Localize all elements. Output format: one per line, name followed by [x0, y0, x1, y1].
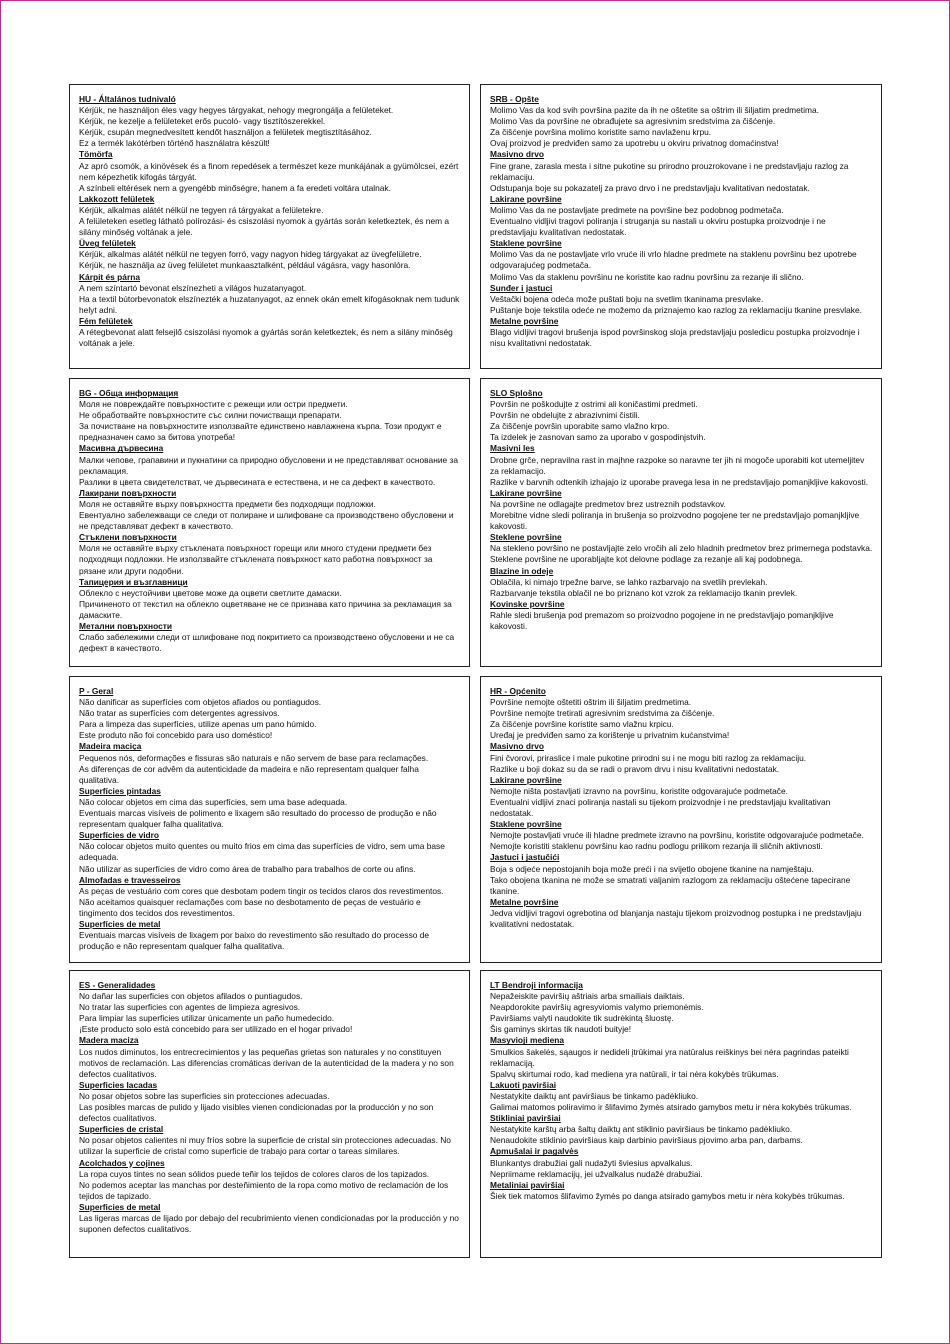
care-text: Jedva vidljivi tragovi ogrebotina od blanjanja nastaju tijekom proizvodnog postupka i ne predstavljaju kvalitativni nedostatak. — [490, 907, 862, 929]
care-text: A rétegbevonat alatt felsejlő csiszolási nyomok a gyártás során keletkeztek, és nem a silány minőség voltának a jele. — [79, 326, 453, 349]
panel-heading: SLO Splošno — [490, 388, 543, 398]
care-text: As peças de vestuário com cores que desbotam podem tingir os tecidos claros dos revestimentos. — [79, 885, 444, 896]
care-text: Galimai matomos poliravimo ir šlifavimo žymės atsirado gamybos metu ir nėra kokybės trūkumas. — [490, 1102, 852, 1113]
section-heading: Sunđer i jastuci — [490, 282, 553, 293]
care-text: Не обработвайте повърхностите със силни почистващи препарати. — [79, 410, 342, 421]
section-heading: Lakuoti paviršiai — [490, 1079, 557, 1090]
care-text: Não aceitamos quaisquer reclamações com base no desbotamento de peças de vestuário e tingimento dos tecidos dos revestimentos. — [79, 896, 421, 918]
care-text: Površine nemojte tretirati agresivnim sredstvima za čišćenje. — [490, 708, 715, 719]
care-text: Nemojte postavljati vruće ili hladne predmete izravno na površinu, koristite odgovarajuće podmetače. — [490, 830, 864, 841]
care-text: Razlike v barvnih odtenkih izhajajo iz uporabe pravega lesa in ne predstavljajo pomanjkljive kakovosti. — [490, 476, 869, 487]
care-text: ¡Este producto solo está concebido para ser utilizado en el hogar privado! — [79, 1024, 353, 1035]
care-text: Uređaj je predviđen samo za korištenje u privatnim kućanstvima! — [490, 730, 730, 741]
care-text: A nem színtartó bevonat elszínezheti a világos huzatanyagot. — [79, 282, 307, 293]
care-text: Steklene površine ne uporabljajte kot delovne podlage za rezanje ali kaj podobnega. — [490, 554, 803, 565]
care-text: Blago vidljivi tragovi brušenja ispod površinskog sloja predstavljaju posledicu postupka proizvodnje i nisu kvalitativni nedostatak. — [490, 326, 860, 349]
section-heading: Тапицерия и възглавници — [79, 576, 188, 587]
care-text: Molimo Vas da staklenu površinu ne koristite kao radnu površinu za rezanje ili slično. — [490, 271, 804, 282]
care-text: Nemojte koristiti staklenu površinu kao radnu podlogu prilikom rezanja ili sličnih aktivnosti. — [490, 841, 823, 852]
care-text: Na stekleno površino ne postavljajte zelo vročih ali zelo hladnih predmetov brez primernega podstavka. — [490, 543, 873, 554]
care-text: Моля не оставяйте върху стъклената повърхност горещи или много студени предмети без подходящи подложки. Не използвайте стъклената повърхност като работна повърхност за рязане или други подобни. — [79, 543, 433, 576]
section-heading: Metalne površine — [490, 315, 559, 326]
care-text: Облекло с неустойчиви цветове може да оцвети светлите дамаски. — [79, 587, 342, 598]
care-text: Nestatykite karštų arba šaltų daiktų ant stiklinio paviršiaus be tinkamo padėkliuko. — [490, 1124, 793, 1135]
care-text: Евентуално забележващи се следи от полиране и шлифоване са производствено обусловени и не представляват дефект в качеството. — [79, 510, 454, 532]
care-text: Моля не оставяйте върху повърхността предмети без подходящи подложки. — [79, 498, 376, 509]
care-text: Kérjük, alkalmas alátét nélkül ne tegyen forró, vagy nagyon hideg tárgyakat az üvegfelületre. — [79, 249, 422, 260]
panel-heading: SRB - Opšte — [490, 94, 539, 104]
section-heading: Superfícies de metal — [79, 918, 161, 929]
care-text: Pequenos nós, deformações e fissuras são naturais e não servem de base para reclamações. — [79, 752, 429, 763]
care-text: No posar objetos calientes ni muy fríos sobre la superficie de cristal sin protecciones adecuadas. No utilizar la superficie de cristal como superficie de trabajo para cortar o tareas similares. — [79, 1135, 451, 1157]
care-text: Smulkios šakelės, sąaugos ir nedideli įtrūkimai yra natūralus reiškinys bei nėra pagrindas pateikti reklamaciją. — [490, 1046, 849, 1068]
section-heading: Staklene površine — [490, 819, 562, 830]
care-text: Ez a termék lakótérben történő használatra készült! — [79, 138, 270, 149]
care-text: Nepažeiskite paviršių aštriais arba smailiais daiktais. — [490, 991, 685, 1002]
care-text: Não utilizar as superfícies de vidro como área de trabalho para trabalhos de corte ou afins. — [79, 863, 416, 874]
care-panel-bulgarian — [69, 378, 470, 667]
care-text: Ovaj proizvod je predviđen samo za upotrebu u okviru privatnog domaćinstva! — [490, 138, 779, 149]
section-heading: Blazine in odeje — [490, 565, 554, 576]
care-text: Tako obojena tkanina ne može se smatrati valjanim razlogom za reklamaciju oštećene tapecirane tkanine. — [490, 874, 851, 896]
care-text: Para a limpeza das superfícies, utilize apenas um pano húmido. — [79, 719, 317, 730]
care-text: Za čišćenje površine koristite samo vlažnu krpicu. — [490, 719, 674, 730]
care-text: Molimo Vas da površine ne obrađujete sa agresivnim sredstvima za čišćenje. — [490, 116, 776, 127]
care-text: Neapdorokite paviršių agresyviomis valymo priemonėmis. — [490, 1002, 704, 1013]
section-heading: Masivno drvo — [490, 149, 544, 160]
panel-heading: HR - Općenito — [490, 686, 546, 696]
care-text: Molimo Vas da ne postavljate predmete na površine bez podobnog podmetača. — [490, 204, 784, 215]
care-text: Fine grane, zarasla mesta i sitne pukotine su prirodno prouzrokovane i ne predstavljaju razlog za reklamaciju. — [490, 160, 849, 182]
section-heading: Lakkozott felületek — [79, 193, 155, 204]
care-text: Boja s odjeće nepostojanih boja može preći i na svijetlo obojene tkanine na namještaju. — [490, 863, 814, 874]
care-text: Fini čvorovi, priraslice i male pukotine prirodni su i ne mogu biti razlog za reklamaciju. — [490, 752, 807, 763]
care-text: Kérjük, alkalmas alátét nélkül ne tegyen rá tárgyakat a felületekre. — [79, 204, 324, 215]
panel-heading: BG - Обща информация — [79, 388, 179, 398]
care-text: Kérjük, ne kezelje a felületeket erős pucoló- vagy tisztítószerekkel. — [79, 116, 326, 127]
care-text: Este produto não foi concebido para uso doméstico! — [79, 730, 273, 741]
care-panel-lithuanian — [480, 970, 882, 1258]
care-text: Eventualno vidljivi tragovi poliranja i struganja su nastali u okviru postupka proizvodnje i ne predstavljaju kvalitativan nedostatak. — [490, 216, 826, 238]
care-text: Nestatykite daiktų ant paviršiaus be tinkamo padėkliuko. — [490, 1090, 699, 1101]
section-heading: Acolchados y cojines — [79, 1157, 165, 1168]
care-text: Razbarvanje tekstila oblačil ne bo priznano kot vzrok za reklamacijo tkanin prevlek. — [490, 587, 798, 598]
section-heading: Lakirane površine — [490, 487, 562, 498]
care-text: Los nudos diminutos, los entrecrecimientos y las pequeñas grietas son naturales y no constituyen motivos de reclamación. Las diferencias cromáticas derivan de la autenticidad de la madera y no son defectos cualitativos. — [79, 1046, 454, 1079]
care-text: Površin ne poškodujte z ostrimi ali koničastimi predmeti. — [490, 399, 698, 410]
panel-heading: P - Geral — [79, 686, 114, 696]
care-panel-croatian — [480, 676, 882, 963]
section-heading: Метални повърхности — [79, 620, 172, 631]
panel-heading: HU - Általános tudnivaló — [79, 94, 176, 104]
care-text: Puštanje boje tekstila odeće ne možemo da priznajemo kao razlog za reklamaciju tkanine presvlake. — [490, 304, 862, 315]
section-heading: Tömörfa — [79, 149, 113, 160]
care-text: Šiek tiek matomos šlifavimo žymės po danga atsirado gamybos metu ir nėra kokybės trūkumas. — [490, 1190, 845, 1201]
care-text: Na površine ne odlagajte predmetov brez ustreznih podstavkov. — [490, 498, 726, 509]
care-text: Para limpiar las superficies utilizar únicamente un paño humedecido. — [79, 1013, 335, 1024]
section-heading: Superficies lacadas — [79, 1079, 158, 1090]
care-text: Veštački bojena odeća može puštati boju na svetlim tkaninama presvlake. — [490, 293, 764, 304]
care-text: Não tratar as superfícies com detergentes agressivos. — [79, 708, 280, 719]
care-text: Za čiščenje površin uporabite samo vlažno krpo. — [490, 421, 670, 432]
section-heading: Лакирани повърхности — [79, 487, 177, 498]
care-text: A színbeli eltérések nem a gyengébb minőségre, hanem a fa eredeti voltára utalnak. — [79, 182, 391, 193]
care-text: Blunkantys drabužiai gali nudažyti šviesius apvalkalus. — [490, 1157, 693, 1168]
care-text: Причиненото от текстил на облекло оцветяване не се признава като причина за рекламация за дамаските. — [79, 598, 452, 620]
care-text: Малки чепове, грапавини и пукнатини са природно обусловени и не представляват основание за рекламация. — [79, 454, 458, 476]
care-text: Não colocar objetos em cima das superfícies, sem uma base adequada. — [79, 796, 348, 807]
section-heading: Madera maciza — [79, 1035, 139, 1046]
care-text: As diferenças de cor advêm da autenticidade da madeira e não representam qualquer falha qualitativa. — [79, 763, 419, 785]
care-text: No podemos aceptar las manchas por desteñimiento de la ropa como motivo de reclamación de los tejidos de tapizado. — [79, 1179, 449, 1201]
care-text: Eventuais marcas visíveis de lixagem por baixo do revestimento são resultado do processo de produção e não representam qualquer falha qualitativa. — [79, 930, 430, 952]
section-heading: Metalne površine — [490, 896, 559, 907]
section-heading: Staklene površine — [490, 238, 562, 249]
care-panel-slovenian — [480, 378, 882, 667]
care-text: Molimo Vas da ne postavljate vrlo vruće ili vrlo hladne predmete na staklenu površinu bez upotrebe odgovarajućeg podmetača. — [490, 249, 857, 271]
care-text: Paviršiams valyti naudokite tik sudrėkintą šluostę. — [490, 1013, 674, 1024]
care-text: Nenaudokite stiklinio paviršiaus kaip darbinio paviršiaus pjovimo arba pan, darbams. — [490, 1135, 803, 1146]
care-text: Eventualni vidljivi znaci poliranja nastali su tijekom proizvodnje i ne predstavljaju kvalitativan nedostatak. — [490, 796, 831, 819]
care-text: За почистване на повърхностите използвайте единствено навлажнена кърпа. Този продукт е предназначен само за битова употреба! — [79, 421, 442, 443]
section-heading: Superficies de metal — [79, 1201, 161, 1212]
section-heading: Jastuci i jastučići — [490, 852, 560, 863]
section-heading: Lakirane površine — [490, 774, 562, 785]
section-heading: Masivno drvo — [490, 741, 544, 752]
section-heading: Fém felületek — [79, 315, 133, 326]
care-text: Az apró csomók, a kinövések és a finom repedések a természet keze munkájának a gyümölcsei, ezért nem képezhetik kifogás tárgyát. — [79, 160, 459, 182]
care-text: No dañar las superficies con objetos afilados o puntiagudos. — [79, 991, 303, 1002]
care-text: Kérjük, ne használja az üveg felületet munkaasztalként, például vágásra, vagy hasonlóra. — [79, 260, 411, 271]
section-heading: Madeira maciça — [79, 741, 142, 752]
care-text: Eventuais marcas visíveis de polimento e lixagem são resultado do processo de produção e não representam qualquer falha qualitativa. — [79, 808, 437, 830]
care-text: La ropa cuyos tintes no sean sólidos puede teñir los tejidos de colores claros de los tapizados. — [79, 1168, 430, 1179]
care-panel-serbian — [480, 84, 882, 369]
section-heading: Масивна дървесина — [79, 443, 164, 454]
care-text: Morebitne vidne sledi poliranja in brušenja so proizvodno pogojene ter ne predstavljajo pomanjkljive kakovosti. — [490, 510, 860, 532]
care-text: Ta izdelek je zasnovan samo za uporabo v gospodinjstvih. — [490, 432, 706, 443]
panel-heading: ES - Generalidades — [79, 980, 156, 990]
care-text: Rahle sledi brušenja pod premazom so proizvodno pogojene in ne predstavljajo pomanjkljive kakovosti. — [490, 609, 834, 631]
section-heading: Apmušalai ir pagalvės — [490, 1146, 579, 1157]
care-text: Površin ne obdelujte z abrazivnimi čistili. — [490, 410, 640, 421]
section-heading: Masyvioji mediena — [490, 1035, 565, 1046]
section-heading: Üveg felületek — [79, 238, 136, 249]
section-heading: Almofadas e travesseiros — [79, 874, 181, 885]
care-text: Odstupanja boje su pokazatelj za pravo drvo i ne predstavljaju kvalitativan nedostatak. — [490, 182, 810, 193]
care-text: No tratar las superficies con agentes de limpieza agresivos. — [79, 1002, 301, 1013]
care-text: Моля не повреждайте повърхностите с режещи или остри предмети. — [79, 399, 348, 410]
care-text: Za čišćenje površina molimo koristite samo navlaženu krpu. — [490, 127, 712, 138]
section-heading: Superficies de cristal — [79, 1124, 164, 1135]
care-text: Nemojte ništa postavljati izravno na površinu, koristite odgovarajuće podmetače. — [490, 785, 788, 796]
section-heading: Stikliniai paviršiai — [490, 1113, 561, 1124]
care-text: No posar objetos sobre las superficies sin protecciones adecuadas. — [79, 1090, 330, 1101]
section-heading: Superfícies pintadas — [79, 785, 161, 796]
care-text: Oblačila, ki nimajo trpežne barve, se lahko razbarvajo na svetlih prevlekah. — [490, 576, 768, 587]
care-text: Разлики в цвета свидетелстват, че дървесината е естествена, и не са дефект в качеството. — [79, 476, 436, 487]
section-heading: Стъклени повърхности — [79, 532, 177, 543]
care-text: Spalvų skirtumai rodo, kad mediena yra natūrali, ir tai nėra kokybės trūkumas. — [490, 1068, 779, 1079]
care-text: Não colocar objetos muito quentes ou muito frios em cima das superfícies de vidro, sem uma base adequada. — [79, 841, 445, 863]
care-panel-spanish — [69, 970, 470, 1258]
section-heading: Kárpit és párna — [79, 271, 140, 282]
care-text: Kérjük, ne használjon éles vagy hegyes tárgyakat, nehogy megrongálja a felületeket. — [79, 105, 394, 116]
care-text: Drobne grče, nepravilna rast in majhne razpoke so naravne ter jih ni mogoče uporabiti kot utemeljitev za reklamacijo. — [490, 454, 865, 476]
care-text: Ha a textil bútorbevonatok elszínezték a huzatanyagot, az ennek okán emelt kifogásoknak nem tudunk helyt adni. — [79, 293, 460, 315]
care-text: Kérjük, csupán megnedvesített kendőt használjon a felületek megtisztításához. — [79, 127, 372, 138]
care-text: Razlike u boji dokaz su da se radi o pravom drvu i nisu kvalitativni nedostatak. — [490, 763, 780, 774]
care-text: Nepriimame reklamacijų, jei užvalkalus nudažė drabužiai. — [490, 1168, 703, 1179]
section-heading: Metaliniai paviršiai — [490, 1179, 565, 1190]
care-text: Las posibles marcas de pulido y lijado visibles vienen condicionadas por la producción y no son defectos cualitativos. — [79, 1102, 434, 1124]
care-text: Não danificar as superfícies com objetos afiados ou pontiagudos. — [79, 697, 322, 708]
care-text: Površine nemojte oštetiti oštrim ili šiljatim predmetima. — [490, 697, 692, 708]
section-heading: Steklene površine — [490, 532, 562, 543]
care-panel-hungarian — [69, 84, 470, 369]
care-text: A felületeken esetleg látható polírozási- és csiszolási nyomok a gyártás során keletkeztek, és nem a silány minőség voltának a jele. — [79, 216, 450, 238]
section-heading: Lakirane površine — [490, 193, 562, 204]
care-text: Слабо забележими следи от шлифоване под покритието са производствено обусловени и не са дефект в качеството. — [79, 632, 455, 654]
care-text: Las ligeras marcas de lijado por debajo del recubrimiento vienen condicionadas por la producción y no suponen defectos cualitativos. — [79, 1212, 459, 1235]
section-heading: Superfícies de vidro — [79, 830, 160, 841]
care-text: Šis gaminys skirtas tik naudoti buityje! — [490, 1024, 632, 1035]
section-heading: Kovinske površine — [490, 598, 565, 609]
care-panel-portuguese — [69, 676, 470, 963]
section-heading: Masivni les — [490, 443, 535, 454]
care-text: Molimo Vas da kod svih površina pazite da ih ne oštetite sa oštrim ili šiljatim predmetima. — [490, 105, 819, 116]
panel-heading: LT Bendroji informacija — [490, 980, 583, 990]
